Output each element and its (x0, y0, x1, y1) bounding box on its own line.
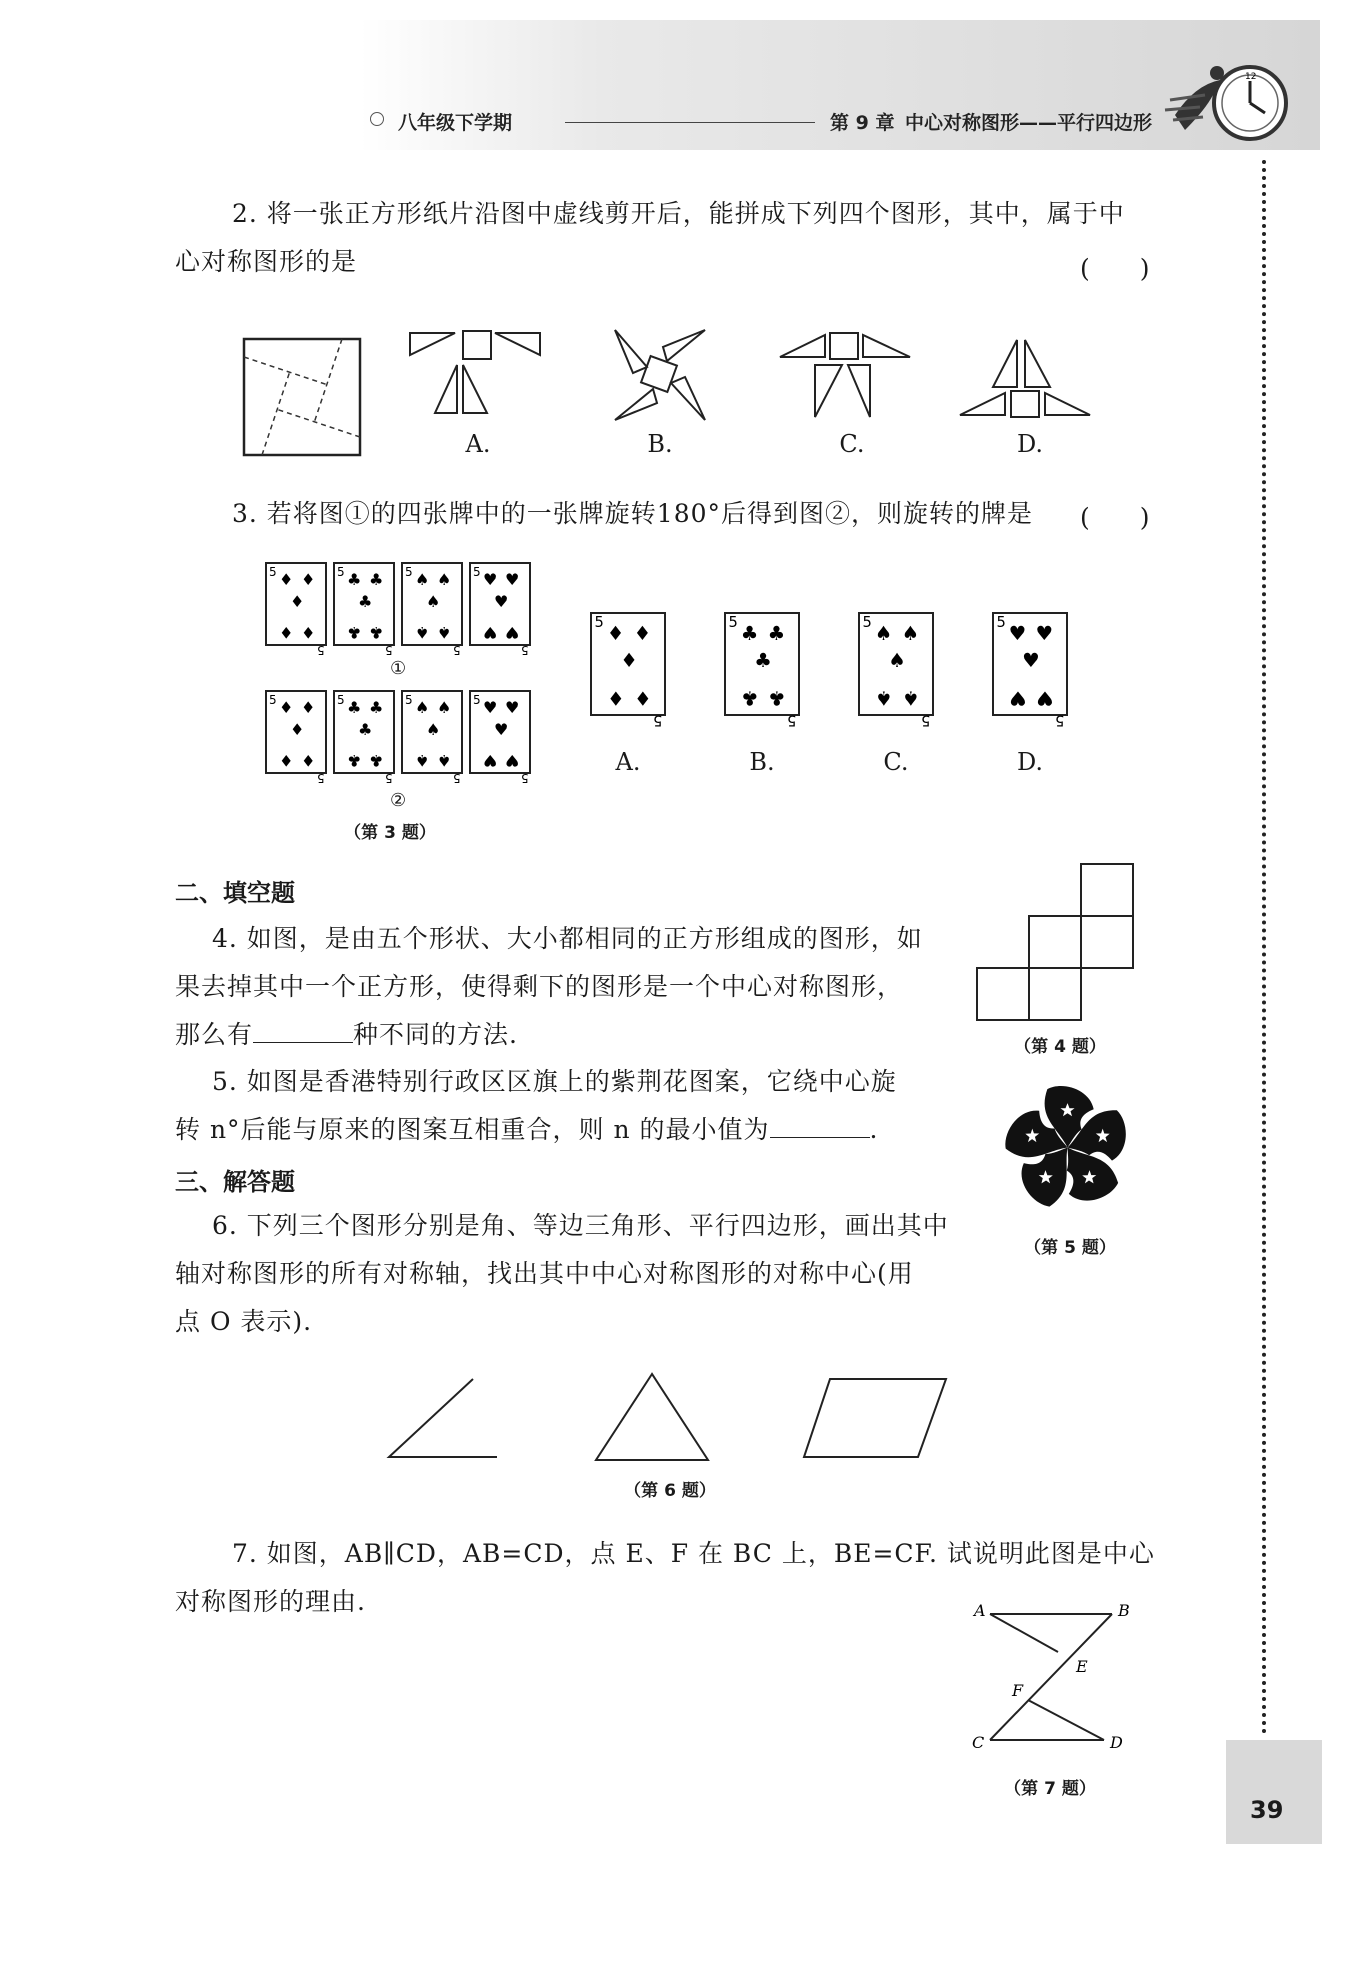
club-icon: ♣ (369, 751, 384, 770)
q7-point-b: B (1118, 1601, 1130, 1620)
q3-fig2-card (265, 690, 327, 785)
card-rank-bottom: 5 (653, 711, 663, 729)
card-rank-bottom: 5 (787, 711, 797, 729)
q4-line3 (175, 1011, 518, 1059)
spade-icon: ♠ (874, 686, 893, 710)
q3-fig2-card (333, 690, 395, 785)
q3-option-card (590, 612, 666, 729)
bauhinia-flower-icon (1000, 1080, 1135, 1215)
q2-option-b-label[interactable]: B. (647, 430, 673, 458)
heart-icon: ♥ (494, 592, 509, 611)
club-icon: ♣ (369, 570, 384, 589)
card-rank-top: 5 (728, 614, 738, 632)
card-rank-top: 5 (862, 614, 872, 632)
q3-option-card (724, 612, 800, 729)
spade-icon: ♠ (426, 592, 441, 611)
q2-square-figure (240, 335, 365, 460)
right-dotted-border (1262, 160, 1266, 1735)
card-rank-top: 5 (405, 565, 413, 579)
q5-line2-pre: 转 n°后能与原来的图案互相重合，则 n 的最小值为 (175, 1115, 770, 1144)
q6-caption: （第 6 题） (624, 1481, 716, 1501)
header-grade: 八年级下学期 (398, 112, 513, 134)
q3-caption: （第 3 题） (344, 823, 436, 843)
q4-line2: 果去掉其中一个正方形，使得剩下的图形是一个中心对称图形， (175, 972, 904, 1001)
club-icon: ♣ (767, 621, 786, 645)
card-rank-bottom: 5 (921, 711, 931, 729)
spade-icon: ♠ (415, 751, 430, 770)
section-2-heading: 二、填空题 (175, 879, 295, 907)
q6-triangle-figure (592, 1370, 712, 1465)
spade-icon: ♠ (888, 648, 906, 672)
card-rank-top: 5 (405, 693, 413, 707)
svg-text:12: 12 (1245, 72, 1257, 82)
q2-option-a-figure (405, 325, 545, 425)
club-icon: ♣ (767, 686, 786, 710)
q2-option-d-figure (955, 335, 1095, 425)
club-icon: ♣ (358, 592, 373, 611)
q3-fig1-card (401, 562, 463, 657)
q3-option-b-label[interactable]: B. (749, 748, 775, 776)
club-icon: ♣ (740, 686, 759, 710)
diamond-icon: ♦ (633, 686, 652, 710)
q7-caption: （第 7 题） (1004, 1779, 1096, 1799)
q4-line3-post: 种不同的方法. (353, 1020, 518, 1049)
diamond-icon: ♦ (279, 698, 294, 717)
page-number: 39 (1250, 1796, 1284, 1824)
card-rank-bottom: 5 (317, 771, 325, 785)
diamond-icon: ♦ (279, 751, 294, 770)
diamond-icon: ♦ (301, 698, 316, 717)
club-icon: ♣ (369, 623, 384, 642)
heart-icon: ♥ (1035, 686, 1054, 710)
q3-label-2: ② (390, 790, 407, 811)
q2-option-a-label[interactable]: A. (465, 430, 491, 458)
club-icon: ♣ (347, 570, 362, 589)
q5-answer-blank[interactable] (770, 1115, 870, 1138)
card-rank-top: 5 (473, 693, 481, 707)
diamond-icon: ♦ (279, 623, 294, 642)
spade-icon: ♠ (437, 751, 452, 770)
diamond-icon: ♦ (633, 621, 652, 645)
spade-icon: ♠ (874, 621, 893, 645)
heart-icon: ♥ (483, 570, 498, 589)
heart-icon: ♥ (483, 751, 498, 770)
card-rank-top: 5 (337, 693, 345, 707)
spade-icon: ♠ (415, 570, 430, 589)
q7-point-f: F (1012, 1681, 1024, 1700)
card-rank-bottom: 5 (385, 643, 393, 657)
q3-label-1: ① (390, 658, 407, 679)
card-rank-bottom: 5 (317, 643, 325, 657)
heart-icon: ♥ (505, 751, 520, 770)
q5-caption: （第 5 题） (1024, 1238, 1116, 1258)
q7-point-a: A (974, 1601, 986, 1620)
header-chapter: 第 9 章 (830, 112, 895, 134)
q3-option-card (858, 612, 934, 729)
q7-line1: 7. 如图，AB∥CD，AB=CD，点 E、F 在 BC 上，BE=CF. 试说明此图是中心 (232, 1539, 1155, 1568)
card-rank-bottom: 5 (385, 771, 393, 785)
q2-answer-paren: ( ) (1080, 254, 1150, 283)
card-rank-bottom: 5 (521, 771, 529, 785)
heart-icon: ♥ (1035, 621, 1054, 645)
page-number-box (1226, 1740, 1322, 1844)
section-3-heading: 三、解答题 (175, 1168, 295, 1196)
spade-icon: ♠ (437, 570, 452, 589)
heart-icon: ♥ (505, 623, 520, 642)
q2-option-c-figure (775, 325, 915, 425)
card-rank-bottom: 5 (521, 643, 529, 657)
q6-line2: 轴对称图形的所有对称轴，找出其中中心对称图形的对称中心(用 (175, 1259, 914, 1288)
q3-option-d-label[interactable]: D. (1016, 748, 1043, 776)
spade-icon: ♠ (901, 686, 920, 710)
q7-point-d: D (1110, 1733, 1123, 1752)
q2-line1: 2. 将一张正方形纸片沿图中虚线剪开后，能拼成下列四个图形，其中，属于中 (232, 199, 1125, 228)
diamond-icon: ♦ (606, 686, 625, 710)
spade-icon: ♠ (415, 698, 430, 717)
card-rank-top: 5 (996, 614, 1006, 632)
header-rule (565, 122, 815, 123)
club-icon: ♣ (347, 751, 362, 770)
q7-point-e: E (1076, 1657, 1088, 1676)
q3-fig1-card (265, 562, 327, 657)
club-icon: ♣ (369, 698, 384, 717)
q3-fig2-card (469, 690, 531, 785)
q3-fig1-card (333, 562, 395, 657)
q7-line2: 对称图形的理由. (175, 1587, 366, 1616)
header-left-ornament (370, 112, 384, 126)
club-icon: ♣ (740, 621, 759, 645)
heart-icon: ♥ (1008, 621, 1027, 645)
heart-icon: ♥ (505, 698, 520, 717)
q3-fig2-card (401, 690, 463, 785)
q4-answer-blank[interactable] (253, 1020, 353, 1043)
club-icon: ♣ (347, 698, 362, 717)
q3-option-a-label[interactable]: A. (615, 748, 641, 776)
diamond-icon: ♦ (620, 648, 638, 672)
heart-icon: ♥ (1022, 648, 1040, 672)
card-rank-top: 5 (473, 565, 481, 579)
heart-icon: ♥ (494, 720, 509, 739)
q3-option-card (992, 612, 1068, 729)
q6-line1: 6. 下列三个图形分别是角、等边三角形、平行四边形，画出其中 (212, 1211, 949, 1240)
spade-icon: ♠ (415, 623, 430, 642)
club-icon: ♣ (754, 648, 772, 672)
q7-point-c: C (972, 1733, 985, 1752)
q6-parallelogram-figure (800, 1375, 950, 1460)
q2-option-c-label[interactable]: C. (839, 430, 865, 458)
diamond-icon: ♦ (290, 720, 305, 739)
spade-icon: ♠ (901, 621, 920, 645)
spade-icon: ♠ (426, 720, 441, 739)
spade-icon: ♠ (437, 623, 452, 642)
club-icon: ♣ (358, 720, 373, 739)
q5-line2-post: . (869, 1115, 879, 1144)
header-chapter-title: 中心对称图形——平行四边形 (905, 112, 1153, 134)
diamond-icon: ♦ (290, 592, 305, 611)
club-icon: ♣ (347, 623, 362, 642)
diamond-icon: ♦ (279, 570, 294, 589)
diamond-icon: ♦ (301, 623, 316, 642)
diamond-icon: ♦ (301, 751, 316, 770)
card-rank-top: 5 (594, 614, 604, 632)
heart-icon: ♥ (483, 623, 498, 642)
card-rank-top: 5 (269, 693, 277, 707)
q2-option-b-figure (605, 325, 715, 425)
q4-squares-figure (975, 862, 1135, 1022)
card-rank-bottom: 5 (453, 771, 461, 785)
q5-line2 (175, 1106, 879, 1154)
card-rank-bottom: 5 (1055, 711, 1065, 729)
q3-fig1-card (469, 562, 531, 657)
card-rank-bottom: 5 (453, 643, 461, 657)
q5-line1: 5. 如图是香港特别行政区区旗上的紫荆花图案，它绕中心旋 (212, 1067, 897, 1096)
q2-option-d-label[interactable]: D. (1016, 430, 1043, 458)
q6-line3: 点 O 表示). (175, 1307, 313, 1336)
heart-icon: ♥ (1008, 686, 1027, 710)
q7-zigzag-figure (968, 1600, 1138, 1760)
q2-line2: 心对称图形的是 (175, 247, 358, 276)
card-rank-top: 5 (269, 565, 277, 579)
q3-option-c-label[interactable]: C. (883, 748, 909, 776)
spade-icon: ♠ (437, 698, 452, 717)
diamond-icon: ♦ (301, 570, 316, 589)
q3-answer-paren: ( ) (1080, 503, 1150, 532)
q4-caption: （第 4 题） (1014, 1037, 1106, 1057)
q4-line3-pre: 那么有 (175, 1020, 254, 1049)
q3-text: 3. 若将图①的四张牌中的一张牌旋转180°后得到图②，则旋转的牌是 (232, 499, 1034, 528)
q4-line1: 4. 如图，是由五个形状、大小都相同的正方形组成的图形，如 (212, 924, 923, 953)
runner-clock-logo-icon (1165, 55, 1295, 150)
heart-icon: ♥ (505, 570, 520, 589)
q6-angle-figure (385, 1375, 505, 1460)
heart-icon: ♥ (483, 698, 498, 717)
diamond-icon: ♦ (606, 621, 625, 645)
card-rank-top: 5 (337, 565, 345, 579)
